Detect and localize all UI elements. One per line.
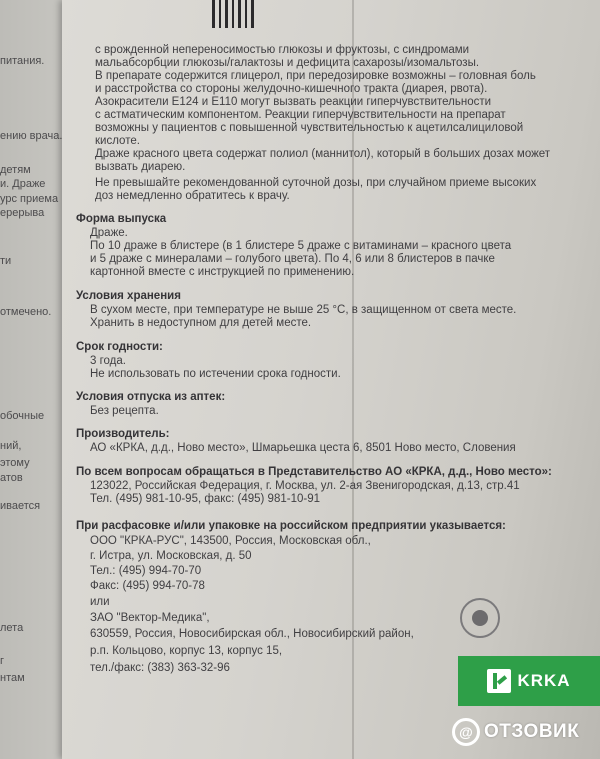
form-line: картонной вместе с инструкцией по применению.	[90, 266, 355, 278]
section-heading-dispensing: Условия отпуска из аптек:	[76, 391, 226, 403]
left-fragment: питания.	[0, 55, 45, 67]
left-fragment: ний,	[0, 440, 22, 452]
form-line: и 5 драже с минералами – голубого цвета). По 4, 6 или 8 блистеров в пачке	[90, 253, 495, 265]
warning-line: Драже красного цвета содержат полиол (маннитол), который в больших дозах может	[95, 148, 551, 160]
left-fragment: урс приема	[0, 193, 59, 205]
packaging-line: ООО "КРКА-РУС", 143500, Россия, Московская обл.,	[90, 535, 371, 547]
form-line: Драже.	[90, 227, 128, 239]
section-heading-manufacturer: Производитель:	[76, 428, 170, 440]
contact-line: 123022, Российская Федерация, г. Москва, ул. 2-ая Звенигородская, д.13, стр.41	[90, 480, 520, 492]
left-fragment: лета	[0, 622, 24, 634]
left-fragment: обочные	[0, 410, 45, 422]
warning-line: мальабсорбции глюкозы/галактозы и дефицита сахарозы/изомальтозы.	[95, 57, 480, 69]
otzovik-watermark	[452, 718, 579, 746]
watermark-text: ОТЗОВИК	[484, 721, 580, 742]
warning-line: и расстройства со стороны желудочно-кишечного тракта (диарея, рвота).	[95, 83, 488, 95]
warning-line: с астматическим компонентом. Реакции гиперчувствительности на препарат	[95, 109, 506, 121]
krka-logo-text: KRKA	[517, 671, 571, 690]
left-fragment: ивается	[0, 500, 41, 512]
dispensing-line: Без рецепта.	[90, 405, 159, 417]
packaging-line: Тел.: (495) 994-70-70	[90, 565, 202, 577]
barcode-marks	[212, 0, 254, 28]
left-fragment: и. Драже	[0, 178, 46, 190]
contact-line: Тел. (495) 981-10-95, факс: (495) 981-10-91	[90, 493, 320, 505]
form-line: По 10 драже в блистере (в 1 блистере 5 драже с витаминами – красного цвета	[90, 240, 512, 252]
warning-line: В препарате содержится глицерол, при передозировке возможны – головная боль	[95, 70, 536, 82]
warning-line: вызвать диарею.	[95, 161, 186, 173]
storage-line: В сухом месте, при температуре не выше 25 °С, в защищенном от света месте.	[90, 304, 517, 316]
left-fragment: ению врача.	[0, 130, 63, 142]
section-heading-packaging: При расфасовке и/или упаковке на российском предприятии указывается:	[76, 520, 506, 532]
section-heading-storage: Условия хранения	[76, 290, 181, 302]
packaging-line: 630559, Россия, Новосибирская обл., Новосибирский район,	[90, 628, 414, 640]
otzovik-icon: @	[452, 718, 480, 746]
shelf-life-line: 3 года.	[90, 355, 126, 367]
manufacturer-line: АО «КРКА, д.д., Ново место», Шмарьешка цеста 6, 8501 Ново место, Словения	[90, 442, 516, 454]
warning-line: с врожденной непереносимостью глюкозы и фруктозы, с синдромами	[95, 44, 470, 56]
left-fragment: ти	[0, 255, 12, 267]
left-fragment: нтам	[0, 672, 25, 684]
warning-line: доз немедленно обратитесь к врачу.	[95, 190, 290, 202]
storage-line: Хранить в недоступном для детей месте.	[90, 317, 312, 329]
left-fragment: атов	[0, 472, 23, 484]
packaging-line: г. Истра, ул. Московская, д. 50	[90, 550, 252, 562]
warning-line: Не превышайте рекомендованной суточной дозы, при случайном приеме высоких	[95, 177, 537, 189]
section-heading-shelf-life: Срок годности:	[76, 341, 163, 353]
warning-line: Азокрасители E124 и E110 могут вызвать реакции гиперчувствительности	[95, 96, 492, 108]
packaging-line: или	[90, 596, 110, 608]
packaging-line: ЗАО "Вектор-Медика",	[90, 612, 210, 624]
left-fragment: г	[0, 655, 5, 667]
packaging-line: р.п. Кольцово, корпус 13, корпус 15,	[90, 645, 283, 657]
warning-line: возможны у пациентов с повышенной чувствительностью к ацетилсалициловой	[95, 122, 524, 134]
krka-logo	[458, 656, 600, 706]
left-fragment: отмечено.	[0, 306, 52, 318]
instruction-leaflet	[62, 0, 600, 759]
section-heading-contact: По всем вопросам обращаться в Представительство АО «КРКА, д.д., Ново место»:	[76, 466, 552, 478]
packaging-line: Факс: (495) 994-70-78	[90, 580, 205, 592]
shelf-life-line: Не использовать по истечении срока годности.	[90, 368, 341, 380]
vector-medica-seal-icon	[460, 598, 500, 638]
left-fragment: ерерыва	[0, 207, 45, 219]
left-fragment: детям	[0, 164, 31, 176]
warning-line: кислоте.	[95, 135, 140, 147]
packaging-line: тел./факс: (383) 363-32-96	[90, 662, 230, 674]
krka-mark-icon	[487, 669, 511, 693]
section-heading-form: Форма выпуска	[76, 213, 167, 225]
left-fragment: этому	[0, 457, 30, 469]
